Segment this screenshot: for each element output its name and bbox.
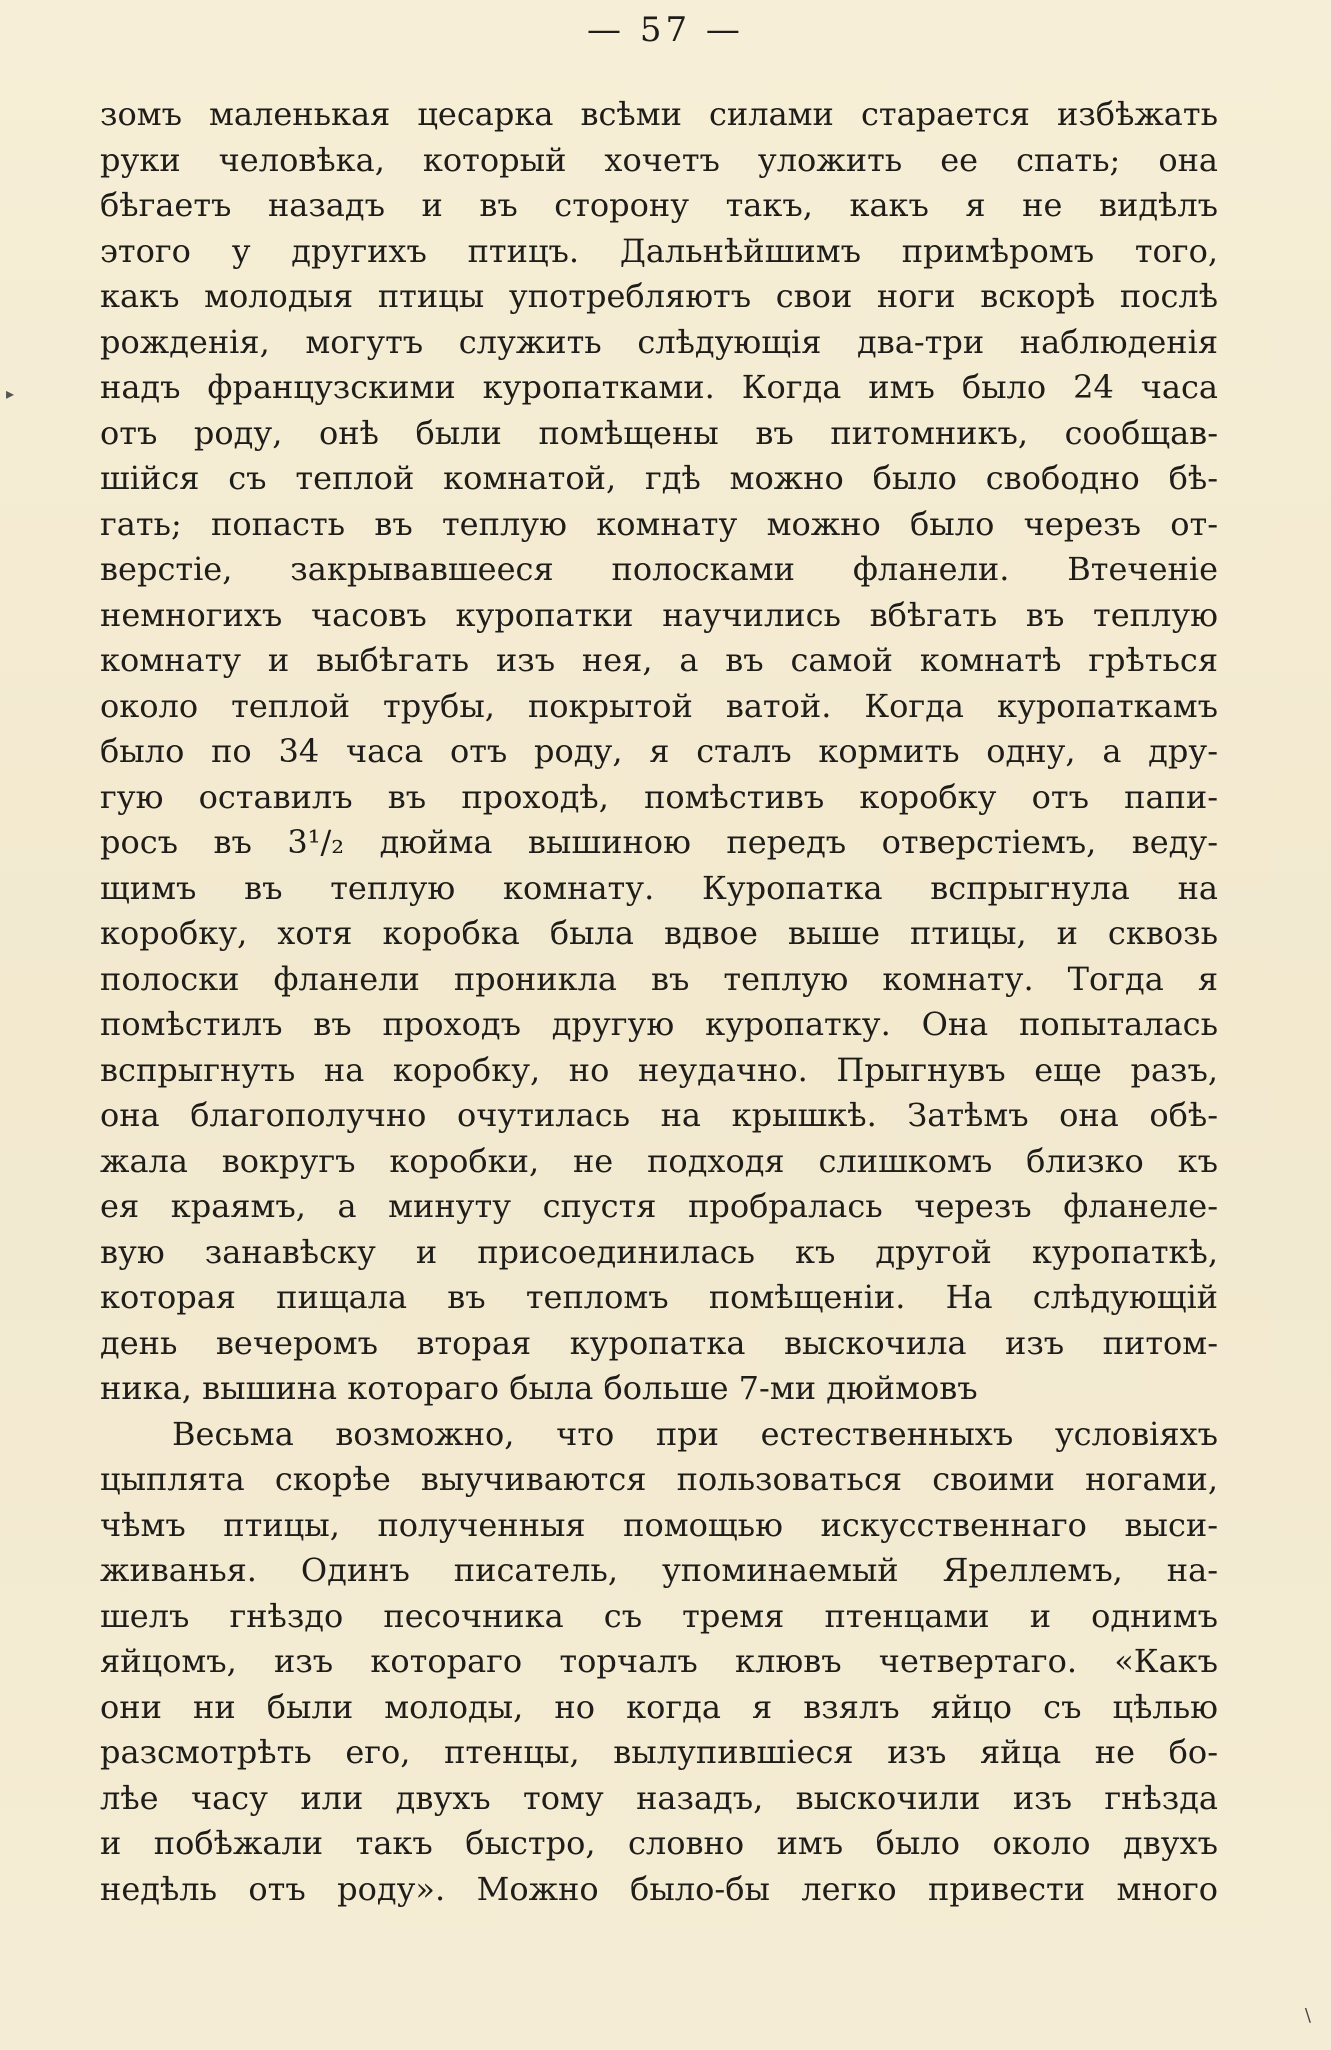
text-line: они ни были молоды, но когда я взялъ яйцо съ цѣлью [100, 1687, 1218, 1726]
text-line: отъ роду, онѣ были помѣщены въ питомникъ, сообщав- [100, 413, 1218, 452]
text-line: рожденія, могутъ служить слѣдующія два-три наблюденія [100, 322, 1218, 361]
paragraph-end-line: ника, вышина котораго была больше 7-ми дюймовъ [100, 1369, 978, 1407]
text-line: щимъ въ теплую комнату. Куропатка вспрыгнула на [100, 868, 1218, 907]
corner-mark-icon: \ [1304, 2005, 1311, 2026]
text-line: росъ въ 3¹/₂ дюйма вышиною передъ отверстіемъ, веду- [100, 823, 1218, 861]
text-line: бѣгаетъ назадъ и въ сторону такъ, какъ я не видѣлъ [100, 186, 1218, 224]
text-line: руки человѣка, который хочетъ уложить ее спать; она [100, 140, 1218, 179]
text-line: лѣе часу или двухъ тому назадъ, выскочили изъ гнѣзда [100, 1778, 1218, 1817]
text-line: помѣстилъ въ проходъ другую куропатку. Она попыталась [100, 1005, 1218, 1043]
text-line: полоски фланели проникла въ теплую комнату. Тогда я [100, 959, 1218, 998]
text-line: вспрыгнуть на коробку, но неудачно. Прыгнувъ еще разъ, [100, 1050, 1218, 1089]
text-line: ея краямъ, а минуту спустя пробралась черезъ фланеле- [100, 1187, 1218, 1225]
text-line: день вечеромъ вторая куропатка выскочила изъ питом- [100, 1323, 1218, 1362]
text-line: вую занавѣску и присоединилась къ другой куропаткѣ, [100, 1232, 1218, 1271]
text-line: немногихъ часовъ куропатки научились вбѣгать въ теплую [100, 595, 1218, 634]
text-line: комнату и выбѣгать изъ нея, а въ самой комнатѣ грѣться [100, 641, 1218, 679]
text-line: шійся съ теплой комнатой, гдѣ можно было свободно бѣ- [100, 459, 1218, 497]
text-line: шелъ гнѣздо песочника съ тремя птенцами и однимъ [100, 1596, 1218, 1635]
text-line: около теплой трубы, покрытой ватой. Когда куропаткамъ [100, 686, 1218, 725]
text-line: и побѣжали такъ быстро, словно имъ было около двухъ [100, 1824, 1218, 1862]
text-line: она благополучно очутилась на крышкѣ. Затѣмъ она обѣ- [100, 1096, 1218, 1134]
body-text [100, 92, 1218, 1912]
text-line: верстіе, закрывавшееся полосками фланели. Втеченіе [100, 550, 1218, 588]
text-line: цыплята скорѣе выучиваются пользоваться своими ногами, [100, 1460, 1218, 1498]
margin-mark-icon: ▸ [6, 384, 15, 403]
text-line: живанья. Одинъ писатель, упоминаемый Яреллемъ, на- [100, 1551, 1218, 1589]
text-line: гать; попасть въ теплую комнату можно было черезъ от- [100, 504, 1218, 543]
paragraph-start-line: Весьма возможно, что при естественныхъ условіяхъ [172, 1414, 1218, 1453]
text-line: коробку, хотя коробка была вдвое выше птицы, и сквозь [100, 914, 1218, 952]
page-number: — 57 — [587, 10, 744, 50]
text-line: этого у другихъ птицъ. Дальнѣйшимъ примѣромъ того, [100, 231, 1218, 270]
text-line: недѣль отъ роду». Можно было-бы легко привести много [100, 1869, 1218, 1908]
text-line: яйцомъ, изъ котораго торчалъ клювъ четвертаго. «Какъ [100, 1642, 1218, 1680]
text-line: жала вокругъ коробки, не подходя слишкомъ близко къ [100, 1141, 1218, 1180]
text-line: было по 34 часа отъ роду, я сталъ кормить одну, а дру- [100, 732, 1218, 770]
text-line: гую оставилъ въ проходѣ, помѣстивъ коробку отъ папи- [100, 777, 1218, 816]
text-line: которая пищала въ тепломъ помѣщеніи. На слѣдующій [100, 1278, 1218, 1316]
text-line: чѣмъ птицы, полученныя помощью искусственнаго выси- [100, 1505, 1218, 1544]
text-line: какъ молодыя птицы употребляютъ свои ноги вскорѣ послѣ [100, 277, 1218, 315]
text-line: надъ французскими куропатками. Когда имъ было 24 часа [100, 368, 1218, 406]
text-line: разсмотрѣть его, птенцы, вылупившіеся изъ яйца не бо- [100, 1733, 1218, 1771]
text-line: зомъ маленькая цесарка всѣми силами старается избѣжать [100, 95, 1218, 133]
